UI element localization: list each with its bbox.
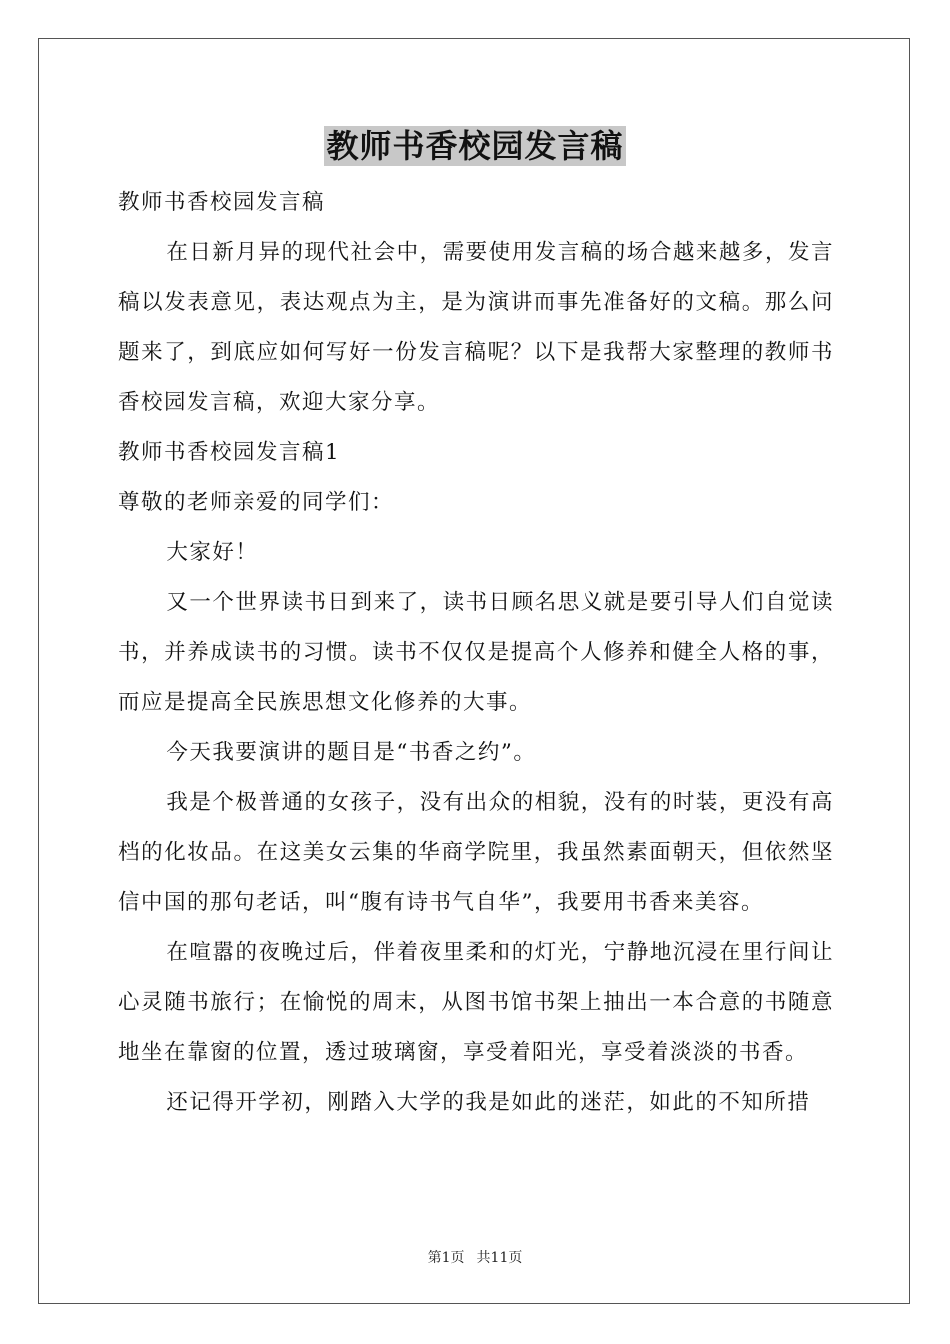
document-body (118, 178, 834, 1128)
paragraph-salutation: 尊敬的老师亲爱的同学们： (118, 490, 395, 515)
page-number: 第1页 (427, 1250, 465, 1266)
paragraph-body: 又一个世界读书日到来了，读书日顾名思义就是要引导人们自觉读书，并养成读书的习惯。读书不仅仅是提高个人修养和健全人格的事，而应是提高全民族思想文化修养的大事。 (118, 590, 834, 715)
paragraph-section-heading: 教师书香校园发言稿1 (118, 440, 341, 465)
paragraph-subtitle: 教师书香校园发言稿 (118, 190, 326, 215)
paragraph-body: 我是个极普通的女孩子，没有出众的相貌，没有的时装，更没有高档的化妆品。在这美女云集的华商学院里，我虽然素面朝天，但依然坚信中国的那句老话，叫“腹有诗书气自华”，我要用书香来美容。 (118, 790, 834, 915)
paragraph-body: 在喧嚣的夜晚过后，伴着夜里柔和的灯光，宁静地沉浸在里行间让心灵随书旅行；在愉悦的周末，从图书馆书架上抽出一本合意的书随意地坐在靠窗的位置，透过玻璃窗，享受着阳光，享受着淡淡的书香。 (118, 940, 834, 1065)
document-title-text: 教师书香校园发言稿 (326, 127, 624, 165)
page-total: 共11页 (476, 1250, 523, 1266)
page-footer (0, 1248, 950, 1268)
document-title (0, 126, 950, 166)
paragraph-body: 还记得开学初，刚踏入大学的我是如此的迷茫，如此的不知所措 (166, 1090, 811, 1115)
paragraph-greeting: 大家好！ (166, 540, 259, 565)
paragraph-body: 今天我要演讲的题目是“书香之约”。 (166, 740, 537, 765)
paragraph-intro: 在日新月异的现代社会中，需要使用发言稿的场合越来越多，发言稿以发表意见，表达观点为主，是为演讲而事先准备好的文稿。那么问题来了，到底应如何写好一份发言稿呢？以下是我帮大家整理的教师书香校园发言稿，欢迎大家分享。 (118, 240, 834, 415)
